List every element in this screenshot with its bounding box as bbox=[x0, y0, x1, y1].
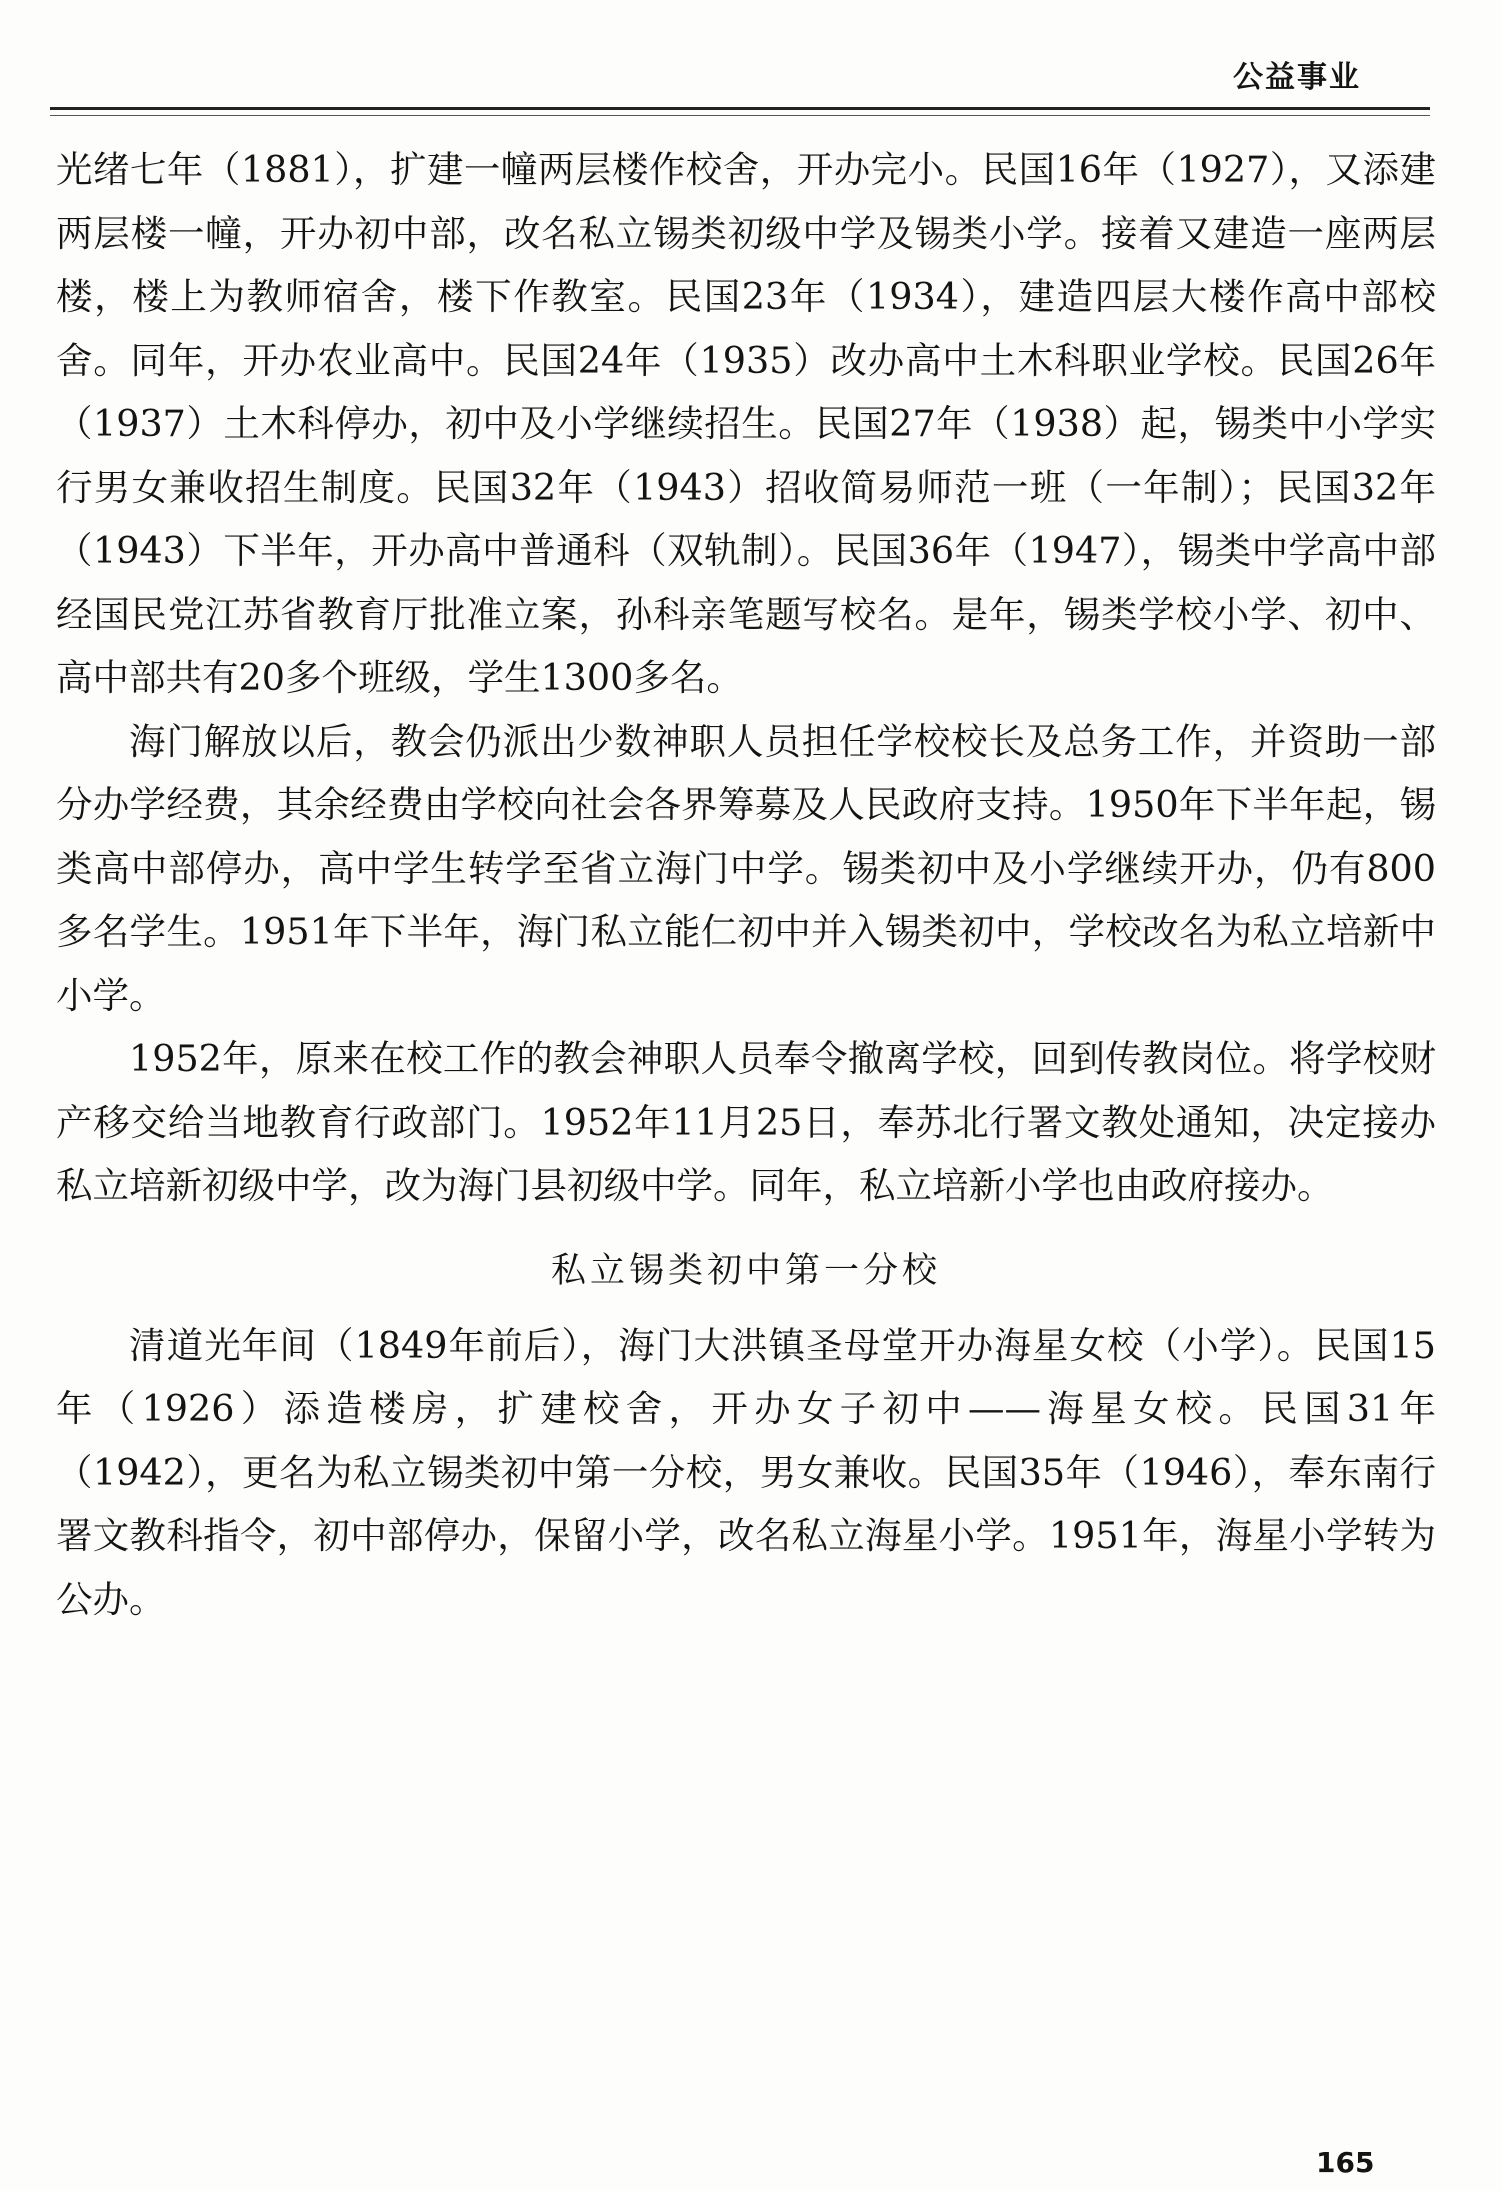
page-number: 165 bbox=[1316, 2146, 1375, 2179]
paragraph-continued: 光绪七年（1881），扩建一幢两层楼作校舍，开办完小。民国16年（1927），又添建两层楼一幢，开办初中部，改名私立锡类初级中学及锡类小学。接着又建造一座两层楼，楼上为教师宿舍，楼下作教室。民国23年（1934），建造四层大楼作高中部校舍。同年，开办农业高中。民国24年（1935）改办高中土木科职业学校。民国26年（1937）土木科停办，初中及小学继续招生。民国27年（1938）起，锡类中小学实行男女兼收招生制度。民国32年（1943）招收简易师范一班（一年制）；民国32年（1943）下半年，开办高中普通科（双轨制）。民国36年（1947），锡类中学高中部经国民党江苏省教育厅批准立案，孙科亲笔题写校名。是年，锡类学校小学、初中、高中部共有20多个班级，学生1300多名。 bbox=[56, 148, 1436, 699]
section-heading: 私立锡类初中第一分校 bbox=[550, 1250, 941, 1291]
paragraph: 海门解放以后，教会仍派出少数神职人员担任学校校长及总务工作，并资助一部分办学经费，其余经费由学校向社会各界筹募及人民政府支持。1950年下半年起，锡类高中部停办，高中学生转学至省立海门中学。锡类初中及小学继续开办，仍有800多名学生。1951年下半年，海门私立能仁初中并入锡类初中，学校改名为私立培新中小学。 bbox=[56, 719, 1436, 1017]
section-paragraph: 清道光年间（1849年前后），海门大洪镇圣母堂开办海星女校（小学）。民国15年（1926）添造楼房，扩建校舍，开办女子初中——海星女校。民国31年（1942），更名为私立锡类初中第一分校，男女兼收。民国35年（1946），奉东南行署文教科指令，初中部停办，保留小学，改名私立海星小学。1951年，海星小学转为公办。 bbox=[56, 1323, 1436, 1621]
header-rule-thin bbox=[50, 115, 1430, 116]
header-rule-thick bbox=[50, 107, 1430, 110]
body-text bbox=[56, 138, 1436, 1631]
paragraph: 1952年，原来在校工作的教会神职人员奉令撤离学校，回到传教岗位。将学校财产移交给当地教育行政部门。1952年11月25日，奉苏北行署文教处通知，决定接办私立培新初级中学，改为海门县初级中学。同年，私立培新小学也由政府接办。 bbox=[56, 1037, 1436, 1207]
running-head-title: 公益事业 bbox=[1233, 60, 1361, 95]
